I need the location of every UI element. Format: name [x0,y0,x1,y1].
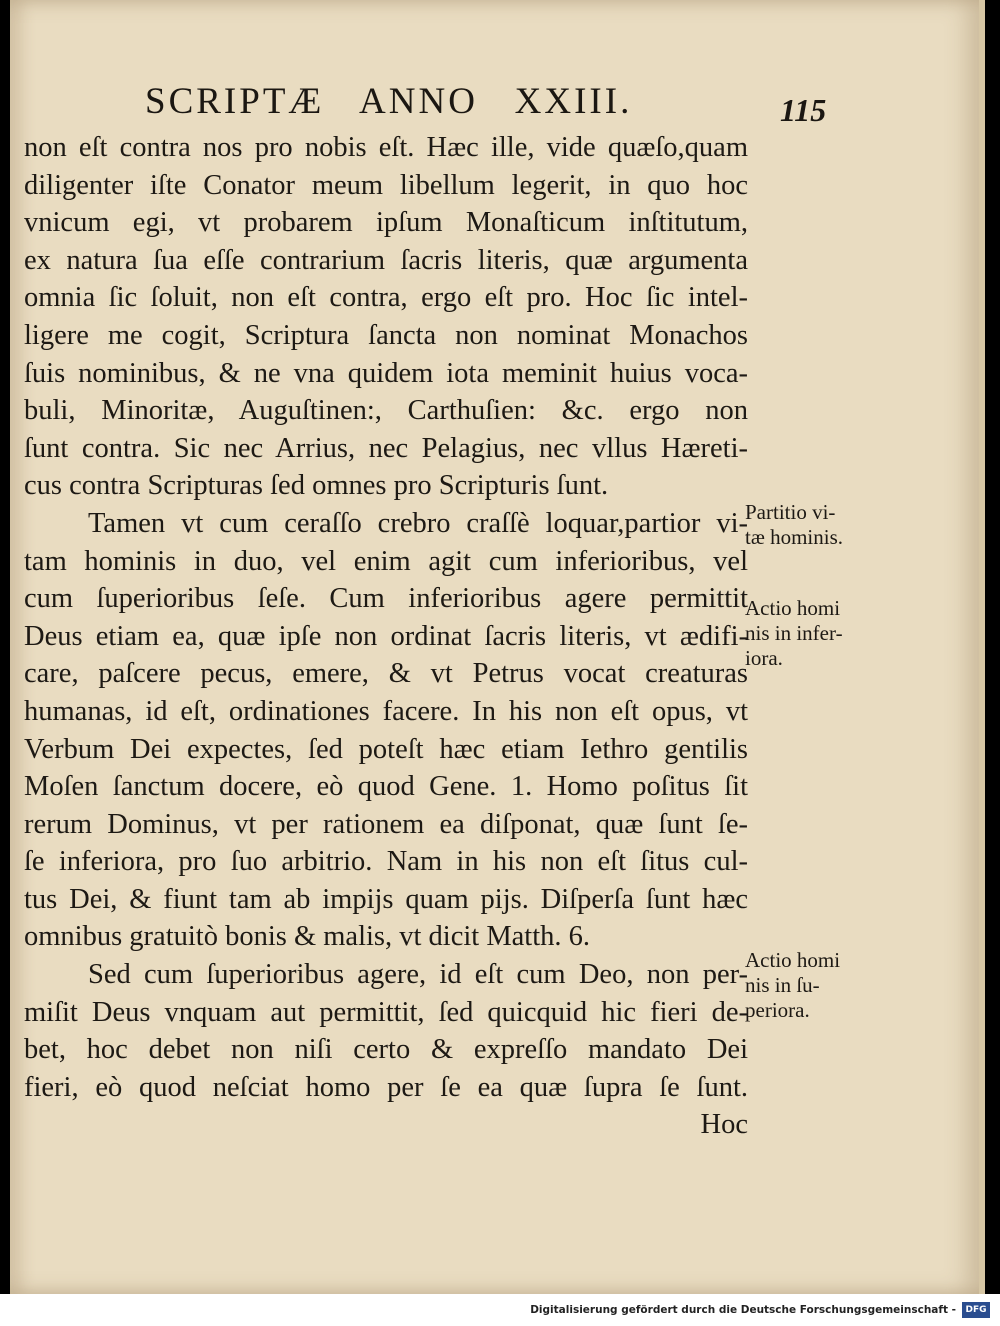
digitization-footer [0,1294,1000,1326]
paragraph-start-line: Sed cum ſuperioribus agere, id eſt cum Deo, non per- [88,959,748,991]
marginal-line: nis in ſu- [745,973,820,997]
marginal-line: iora. [745,646,783,670]
text-line: non eſt contra nos pro nobis eſt. Hæc ille, vide quæſo,quam [24,132,748,163]
text-line: Deus etiam ea, quæ ipſe non ordinat ſacris literis, vt ædifi- [24,620,748,652]
text-line: bet, hoc debet non niſi certo & expreſſo mandato Dei [24,1034,748,1066]
marginal-line: periora. [745,998,810,1022]
page-edge [979,0,985,1294]
text-line: Verbum Dei expectes, ſed poteſt hæc etiam Iethro gentilis [24,733,748,765]
text-line: care, paſcere pecus, emere, & vt Petrus vocat creaturas [24,658,748,690]
paragraph-start-line: Tamen vt cum ceraſſo crebro craſſè loquar,partior vi- [88,507,748,539]
text-line: fieri, eò quod neſciat homo per ſe ea quæ ſupra ſe ſunt. [24,1071,748,1103]
text-line: buli, Minoritæ, Auguſtinen:, Carthuſien: &c. ergo non [24,395,748,427]
text-line: rerum Dominus, vt per rationem ea diſponat, quæ ſunt ſe- [24,808,748,840]
marginal-note-partitio [745,500,843,550]
text-line: tam hominis in duo, vel enim agit cum inferioribus, vel [24,545,748,577]
marginal-line: Actio homi [745,596,841,620]
funding-credit: Digitalisierung gefördert durch die Deutsche Forschungsgemeinschaft - [530,1304,956,1316]
text-line: omnibus gratuitò bonis & malis, vt dicit Matth. 6. [24,921,591,953]
marginal-line: nis in infer- [745,621,843,645]
marginal-line: tæ hominis. [745,525,844,549]
page-number: 115 [780,92,827,128]
dfg-logo: DFG [962,1302,990,1318]
marginal-note-superiora [745,948,840,1023]
text-line: ſunt contra. Sic nec Arrius, nec Pelagius, nec vllus Hæreti- [24,432,748,464]
text-line: miſit Deus vnquam aut permittit, ſed quicquid hic fieri de- [24,996,748,1028]
running-head: SCRIPTÆ ANNO XXIII. [145,81,633,122]
body-text [24,129,748,1144]
marginal-line: Partitio vi- [745,500,836,524]
catchword: Hoc [700,1109,748,1141]
text-line: ex natura ſua eſſe contrarium ſacris literis, quæ argumenta [24,244,748,276]
text-line: ſe inferiora, pro ſuo arbitrio. Nam in his non eſt ſitus cul- [24,846,748,878]
marginal-note-inferiora [745,596,843,671]
text-line: ligere me cogit, Scriptura ſancta non nominat Monachos [24,319,748,351]
text-line: humanas, id eſt, ordinationes facere. In his non eſt opus, vt [24,695,748,727]
text-line: cum ſuperioribus ſeſe. Cum inferioribus agere permittit [24,583,748,615]
text-line: cus contra Scripturas ſed omnes pro Scripturis ſunt. [24,470,609,502]
text-line: diligenter iſte Conator meum libellum legerit, in quo hoc [24,169,748,201]
text-line: vnicum egi, vt probarem ipſum Monaſticum inſtitutum, [24,207,748,239]
marginal-line: Actio homi [745,948,841,972]
text-line: ſuis nominibus, & ne vna quidem iota meminit huius voca- [24,357,748,389]
text-line: Moſen ſanctum docere, eò quod Gene. 1. Homo poſitus ſit [24,771,748,803]
book-page [10,0,985,1294]
text-line: omnia ſic ſoluit, non eſt contra, ergo eſt pro. Hoc ſic intel- [24,282,748,314]
text-line: tus Dei, & fiunt tam ab impijs quam pijs. Diſperſa ſunt hæc [24,883,748,915]
